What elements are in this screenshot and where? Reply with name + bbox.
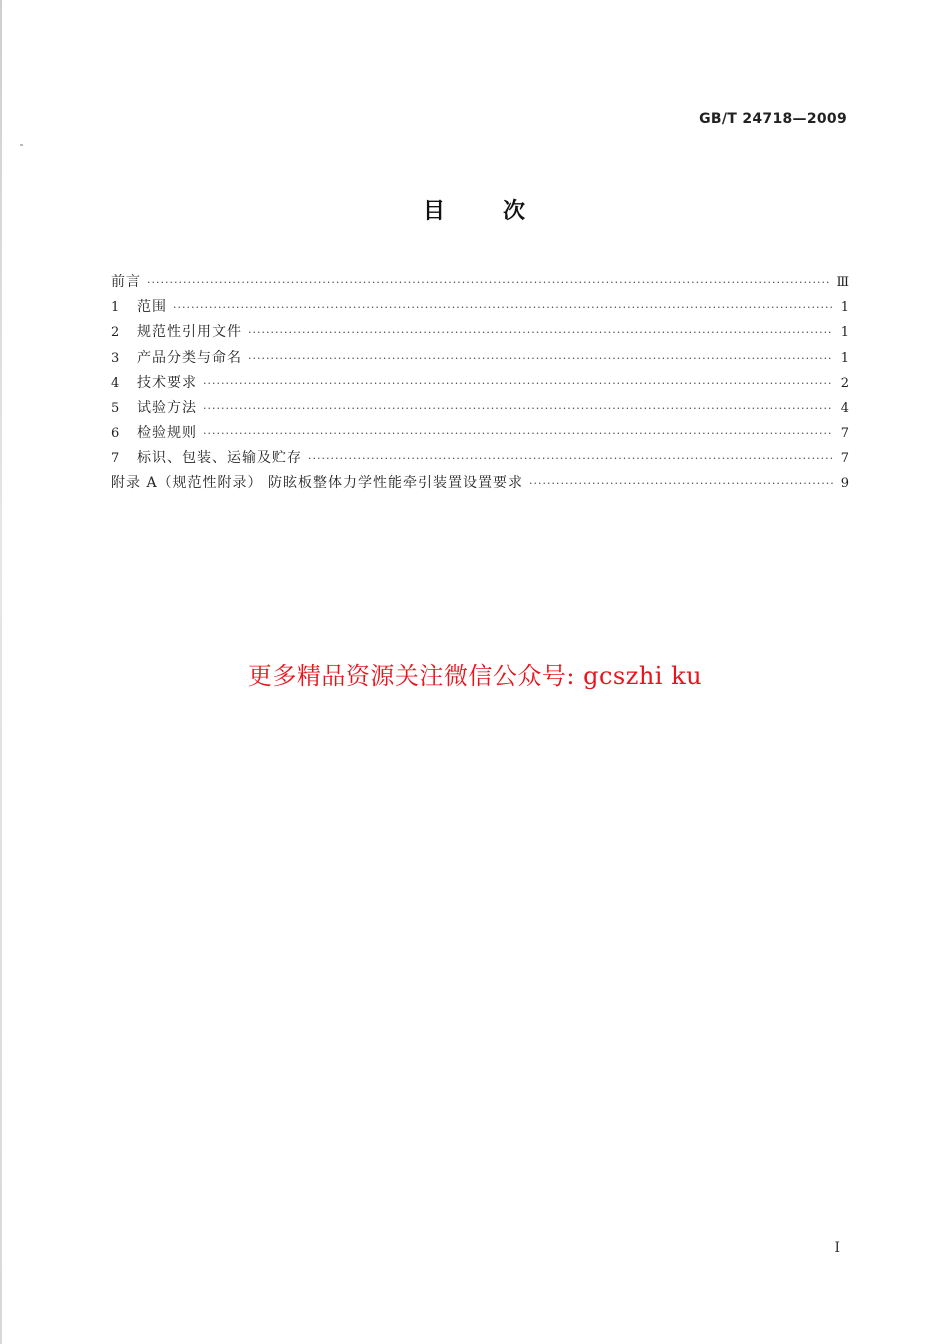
toc-entry-label: 技术要求 (137, 374, 197, 391)
toc-entry-page: 7 (840, 426, 849, 442)
promo-watermark: 更多精品资源关注微信公众号: gcszhi ku (247, 662, 703, 690)
toc-entry-label: 产品分类与命名 (137, 349, 242, 366)
table-of-contents (111, 270, 849, 497)
toc-entry-label: 范围 (137, 299, 167, 316)
toc-leader-dots (248, 320, 833, 345)
toc-entry-6[interactable] (111, 421, 849, 446)
toc-leader-dots (308, 446, 833, 471)
toc-entry-number: 6 (111, 426, 120, 442)
toc-entry-page: 4 (840, 400, 849, 416)
toc-entry-number: 5 (111, 400, 120, 416)
scan-speck (20, 144, 23, 146)
toc-leader-dots (203, 371, 833, 396)
toc-entry-page: 9 (840, 476, 849, 492)
toc-leader-dots (203, 396, 833, 421)
toc-entry-number: 2 (111, 325, 120, 341)
toc-entry-number: 3 (111, 350, 120, 366)
toc-entry-page: 1 (840, 350, 849, 366)
toc-entry-label: 前言 (111, 273, 141, 290)
toc-entry-foreword[interactable] (111, 270, 849, 295)
toc-entry-label: 附录 A（规范性附录） 防眩板整体力学性能牵引装置设置要求 (111, 475, 524, 492)
toc-entry-page: 2 (840, 375, 849, 391)
standard-number: GB/T 24718—2009 (699, 111, 847, 127)
toc-entry-4[interactable] (111, 371, 849, 396)
toc-entry-label: 检验规则 (137, 425, 197, 442)
toc-entry-number: 4 (111, 375, 120, 391)
toc-entry-2[interactable] (111, 320, 849, 345)
toc-leader-dots (248, 346, 833, 371)
page-title (0, 194, 950, 225)
toc-leader-dots (147, 270, 830, 295)
toc-leader-dots (203, 421, 833, 446)
toc-entry-number: 1 (111, 300, 120, 316)
toc-entry-page: 7 (840, 451, 849, 467)
toc-entry-1[interactable] (111, 295, 849, 320)
toc-entry-label: 规范性引用文件 (137, 324, 242, 341)
toc-leader-dots (173, 295, 833, 320)
toc-entry-label: 标识、包装、运输及贮存 (137, 450, 302, 467)
toc-entry-page: Ⅲ (836, 274, 849, 290)
toc-entry-3[interactable] (111, 346, 849, 371)
toc-entry-number: 7 (111, 451, 120, 467)
page-number: I (834, 1240, 840, 1256)
toc-entry-label: 试验方法 (137, 399, 197, 416)
toc-entry-7[interactable] (111, 446, 849, 471)
toc-entry-page: 1 (840, 325, 849, 341)
page-title-char-2: 次 (503, 199, 528, 224)
toc-entry-annex-a[interactable] (111, 472, 849, 497)
toc-entry-page: 1 (840, 300, 849, 316)
toc-leader-dots (529, 471, 833, 496)
page-title-char-1: 目 (422, 199, 447, 224)
toc-entry-5[interactable] (111, 396, 849, 421)
